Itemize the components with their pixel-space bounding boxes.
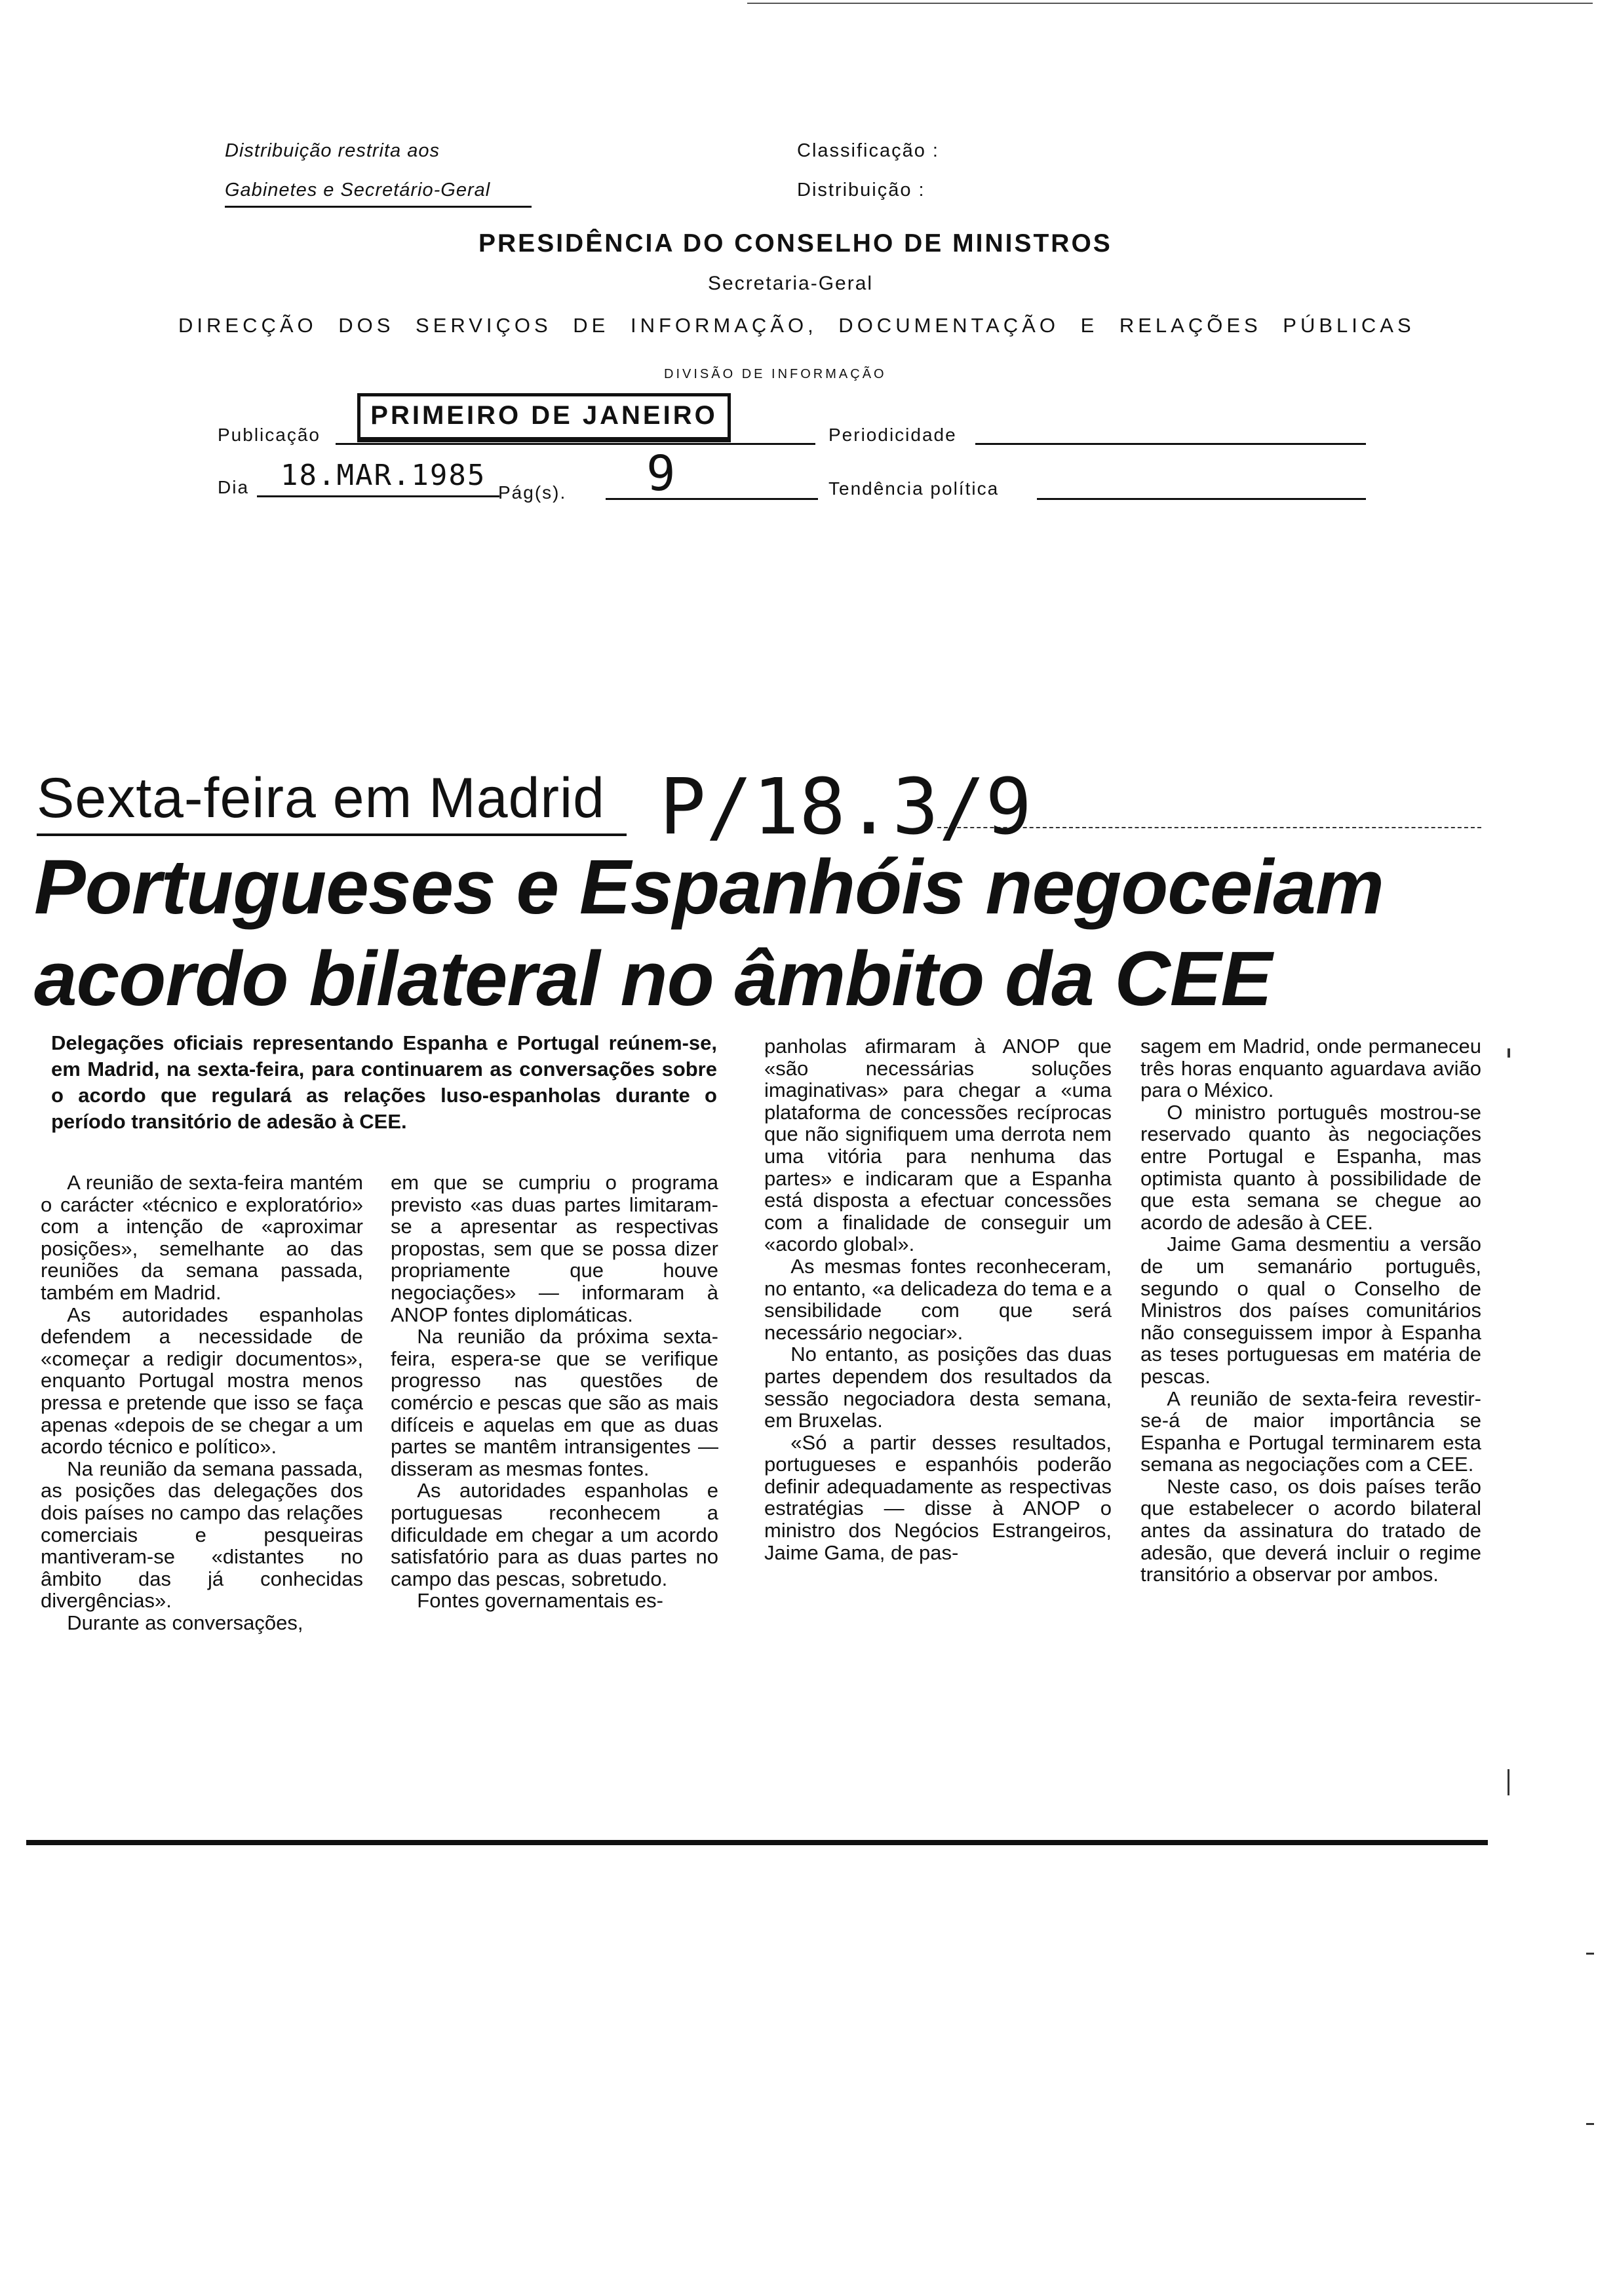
col4-paragraph: sagem em Madrid, onde permaneceu três horas enquanto aguardava avião para o México. bbox=[1140, 1035, 1481, 1102]
column-2 bbox=[391, 1172, 718, 1612]
restriction-line-1: Distribuição restrita aos bbox=[225, 140, 440, 161]
headline-line-1: Portugueses e Espanhóis negoceiam bbox=[34, 844, 1384, 930]
publication-stamp: PRIMEIRO DE JANEIRO bbox=[357, 393, 731, 442]
col2-paragraph: em que se cumpriu o programa previsto «as duas partes limitaram-se a apresentar as respectivas propostas, sem que se possa dizer propriamente que houve negociações» — informaram à ANOP fontes diplomáticas. bbox=[391, 1171, 718, 1326]
date-value: 18.MAR.1985 bbox=[281, 459, 486, 492]
date-underline bbox=[257, 495, 499, 497]
col3-paragraph: As mesmas fontes reconheceram, no entanto, «a delicadeza do tema e a sensibilidade com que será necessário negociar». bbox=[764, 1254, 1112, 1344]
periodicity-label: Periodicidade bbox=[828, 425, 957, 445]
publication-underline bbox=[336, 443, 815, 445]
col3-paragraph: panholas afirmaram à ANOP que «são necessárias soluções imaginativas» para chegar a «uma plataforma de concessões recíprocas que não signifiquem uma derrota nem uma vitória para nenhuma das partes» e indicaram que a Espanha está disposta a efectuar concessões com a finalidade de conseguir um «acordo global». bbox=[764, 1035, 1112, 1256]
col4-paragraph: A reunião de sexta-feira revestir-se-á de maior importância se Espanha e Portugal terminarem esta semana as negociações com a CEE. bbox=[1140, 1387, 1481, 1476]
column-4 bbox=[1140, 1035, 1481, 1586]
col2-paragraph: As autoridades espanholas e portuguesas reconhecem a dificuldade em chegar a um acordo satisfatório para as duas partes no campo das pescas, sobretudo. bbox=[391, 1479, 718, 1590]
scan-margin-mark bbox=[1586, 2123, 1594, 2125]
article-kicker: Sexta-feira em Madrid bbox=[37, 767, 605, 830]
col2-paragraph: Fontes governamentais es- bbox=[417, 1589, 663, 1613]
organization-title: PRESIDÊNCIA DO CONSELHO DE MINISTROS bbox=[478, 229, 1112, 258]
scan-margin-mark bbox=[1508, 1048, 1510, 1058]
pages-underline bbox=[606, 498, 818, 500]
handwritten-note: P/18.3/9 bbox=[659, 761, 1032, 852]
division-label: DIVISÃO DE INFORMAÇÃO bbox=[664, 367, 887, 381]
tendency-underline bbox=[1037, 498, 1366, 500]
periodicity-underline bbox=[975, 443, 1366, 445]
pages-label: Pág(s). bbox=[498, 482, 567, 503]
day-label: Dia bbox=[218, 477, 250, 497]
restriction-line-2: Gabinetes e Secretário-Geral bbox=[225, 174, 532, 208]
article-bottom-rule bbox=[26, 1840, 1488, 1845]
column-3 bbox=[764, 1035, 1112, 1563]
col1-paragraph: As autoridades espanholas defendem a necessidade de «começar a redigir documentos», enquanto Portugal mostra menos pressa e pretende que isso se faça apenas «depois de se chegar a um acordo técnico e político». bbox=[41, 1303, 363, 1459]
col3-paragraph: No entanto, as posições das duas partes dependem dos resultados da sessão negociadora desta semana, em Bruxelas. bbox=[764, 1343, 1112, 1432]
col2-paragraph: Na reunião da próxima sexta-feira, espera-se que se verifique progresso nas questões de comércio e pescas que são as mais difíceis e aquelas em que as duas partes se mantêm intransigentes — disseram as mesmas fontes. bbox=[391, 1325, 718, 1480]
col1-paragraph: Durante as conversações, bbox=[67, 1611, 303, 1634]
col3-paragraph: «Só a partir desses resultados, portugueses e espanhóis poderão definir adequadamente as respectivas estratégias — disse à ANOP o ministro dos Negócios Estrangeiros, Jaime Gama, de pas- bbox=[764, 1430, 1112, 1564]
headline-line-2: acordo bilateral no âmbito da CEE bbox=[34, 936, 1272, 1022]
publication-label: Publicação bbox=[218, 425, 321, 445]
col1-paragraph: A reunião de sexta-feira mantém o carácter «técnico e exploratório» com a intenção de «aproximar posições», semelhante ao das reuniões da semana passada, também em Madrid. bbox=[41, 1171, 363, 1304]
kicker-rule bbox=[37, 833, 627, 836]
col1-paragraph: Na reunião da semana passada, as posições das delegações dos dois países no campo das relações comerciais e pesqueiras mantiveram-se «distantes no âmbito das já conhecidas divergências». bbox=[41, 1457, 363, 1613]
scan-margin-mark bbox=[1508, 1769, 1509, 1795]
col4-paragraph: O ministro português mostrou-se reservado quanto às negociações entre Portugal e Espanha, mas optimista quanto à possibilidade de que esta semana se chegue ao acordo de adesão à CEE. bbox=[1140, 1100, 1481, 1234]
column-1 bbox=[41, 1172, 363, 1634]
scan-margin-mark bbox=[1586, 1953, 1594, 1955]
department-title: DIRECÇÃO DOS SERVIÇOS DE INFORMAÇÃO, DOCUMENTAÇÃO E RELAÇÕES PÚBLICAS bbox=[178, 314, 1415, 337]
tendency-label: Tendência política bbox=[828, 478, 1000, 499]
secretariat-label: Secretaria-Geral bbox=[708, 273, 874, 294]
scan-top-line bbox=[747, 3, 1593, 4]
distribution-label: Distribuição : bbox=[797, 180, 925, 201]
pages-value: 9 bbox=[646, 446, 677, 502]
article-lead: Delegações oficiais representando Espanha e Portugal reúnem-se, em Madrid, na sexta-feira, para continuarem as conversações sobre o acordo que regulará as relações luso-espanholas durante o período transitório de adesão à CEE. bbox=[51, 1031, 717, 1133]
col4-paragraph: Jaime Gama desmentiu a versão de um semanário português, segundo o qual o Conselho de Ministros dos países comunitários não conseguissem impor à Espanha as teses portuguesas em matéria de pescas. bbox=[1140, 1233, 1481, 1388]
col4-paragraph: Neste caso, os dois países terão que estabelecer o acordo bilateral antes da assinatura do tratado de adesão, que deverá incluir o regime transitório a observar por ambos. bbox=[1140, 1474, 1481, 1586]
classification-label: Classificação : bbox=[797, 140, 939, 161]
